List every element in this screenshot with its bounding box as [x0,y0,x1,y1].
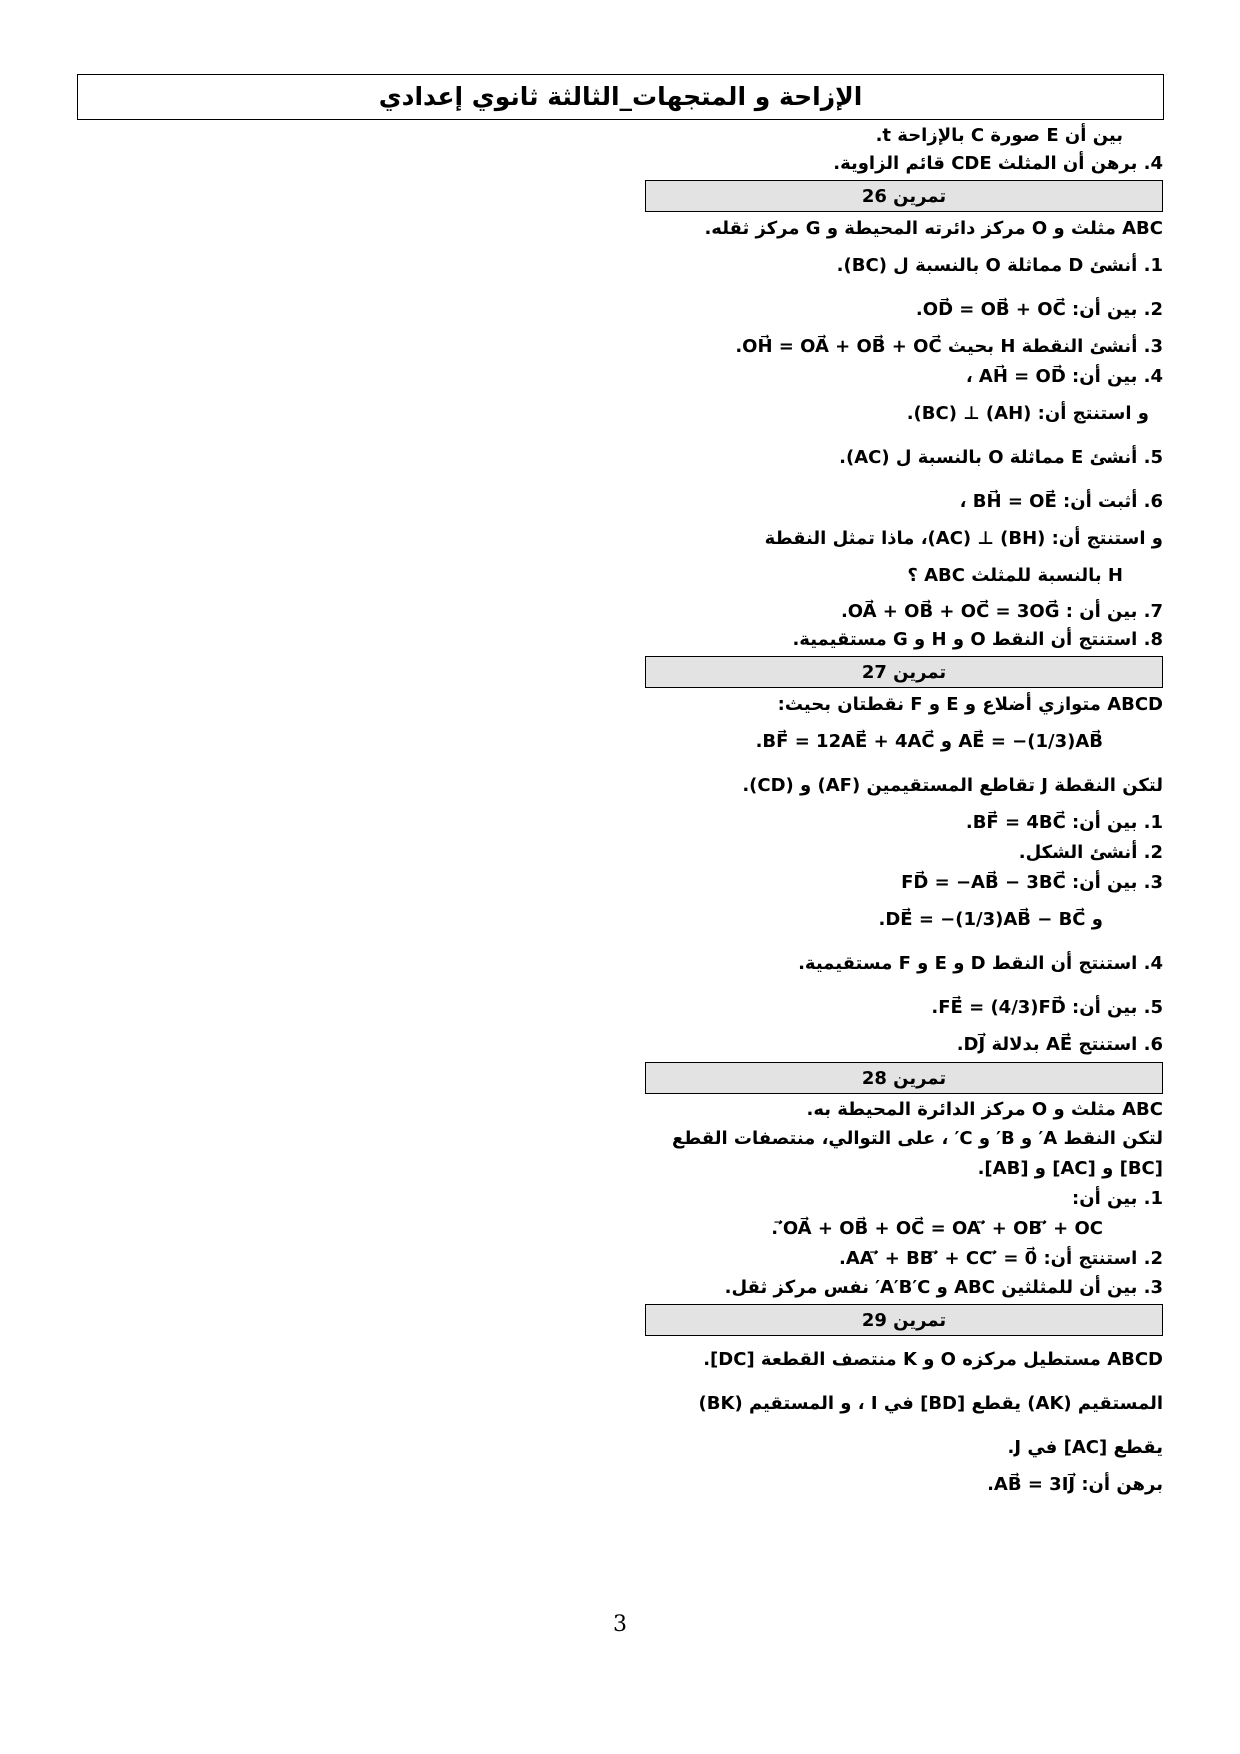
text-line: و استنتج أن: (AH) ⊥ (BC). [906,403,1149,424]
text-line: برهن أن: AB⃗ = 3IJ⃗. [987,1474,1163,1495]
text-line: 5. أنشئ E مماثلة O بالنسبة ل (AC). [839,447,1163,468]
text-line: 2. بين أن: OD⃗ = OB⃗ + OC⃗. [915,299,1163,320]
exercise-header-27: تمرين 27 [645,656,1163,688]
text-line: 4. بين أن: AH⃗ = OD⃗ ، [965,366,1163,387]
exercise-header-28: تمرين 28 [645,1062,1163,1094]
text-line: لتكن النقطة J تقاطع المستقيمين (AF) و (CD). [742,775,1163,796]
text-line: 3. بين أن للمثلثين ABC و A′B′C′ نفس مركز ثقل. [724,1277,1163,1298]
text-line: 6. أثبت أن: BH⃗ = OE⃗ ، [959,491,1163,512]
text-line: بين أن E صورة C بالإزاحة t. [875,125,1123,146]
text-line: OA⃗ + OB⃗ + OC⃗ = OA′⃗ + OB′⃗ + OC′⃗. [771,1218,1103,1239]
text-line: 4. استنتج أن النقط D و E و F مستقيمية. [798,953,1163,974]
text-line: 8. استنتج أن النقط O و H و G مستقيمية. [792,629,1163,650]
text-line: 1. أنشئ D مماثلة O بالنسبة ل (BC). [836,255,1163,276]
text-line: 4. برهن أن المثلث CDE قائم الزاوية. [833,153,1163,174]
exercise-header-26: تمرين 26 [645,180,1163,212]
text-line: ABCD متوازي أضلاع و E و F نقطتان بحيث: [777,694,1163,715]
text-line: 3. أنشئ النقطة H بحيث OH⃗ = OA⃗ + OB⃗ + OC⃗. [735,336,1163,357]
text-line: و استنتج أن: (BH) ⊥ (AC)، ماذا تمثل النقطة [764,528,1163,549]
page-number: 3 [613,1612,627,1637]
text-line: المستقيم (AK) يقطع [BD] في I ، و المستقيم (BK) [698,1393,1163,1414]
text-line: و DE⃗ = −(1/3)AB⃗ − BC⃗. [878,909,1103,930]
text-line: ABCD مستطيل مركزه O و K منتصف القطعة [DC]. [703,1349,1163,1370]
exercise-header-29: تمرين 29 [645,1304,1163,1336]
text-line: 1. بين أن: [1072,1188,1163,1209]
text-line: H بالنسبة للمثلث ABC ؟ [907,565,1123,586]
content-column [645,122,1163,1500]
text-line: [BC] و [AC] و [AB]. [977,1158,1163,1179]
text-line: 1. بين أن: BF⃗ = 4BC⃗. [965,812,1163,833]
text-line: 2. استنتج أن: AA′⃗ + BB′⃗ + CC′⃗ = 0⃗. [839,1248,1163,1269]
text-line: ABC مثلث و O مركز دائرته المحيطة و G مركز ثقله. [704,218,1163,239]
text-line: لتكن النقط A′ و B′ و C′ ، على التوالي، منتصفات القطع [671,1128,1163,1149]
text-line: يقطع [AC] في J. [1007,1437,1163,1458]
text-line: 5. بين أن: FE⃗ = (4/3)FD⃗. [931,997,1163,1018]
text-line: AE⃗ = −(1/3)AB⃗ و BF⃗ = 12AE⃗ + 4AC⃗. [755,731,1103,752]
text-line: ABC مثلث و O مركز الدائرة المحيطة به. [806,1099,1163,1120]
page-title: الإزاحة و المتجهات_الثالثة ثانوي إعدادي [77,74,1164,120]
text-line: 2. أنشئ الشكل. [1018,842,1163,863]
text-line: 7. بين أن : OA⃗ + OB⃗ + OC⃗ = 3OG⃗. [840,601,1163,622]
text-line: 3. بين أن: FD⃗ = −AB⃗ − 3BC⃗ [901,872,1163,893]
text-line: 6. استنتج AE⃗ بدلالة DJ⃗. [956,1034,1163,1055]
